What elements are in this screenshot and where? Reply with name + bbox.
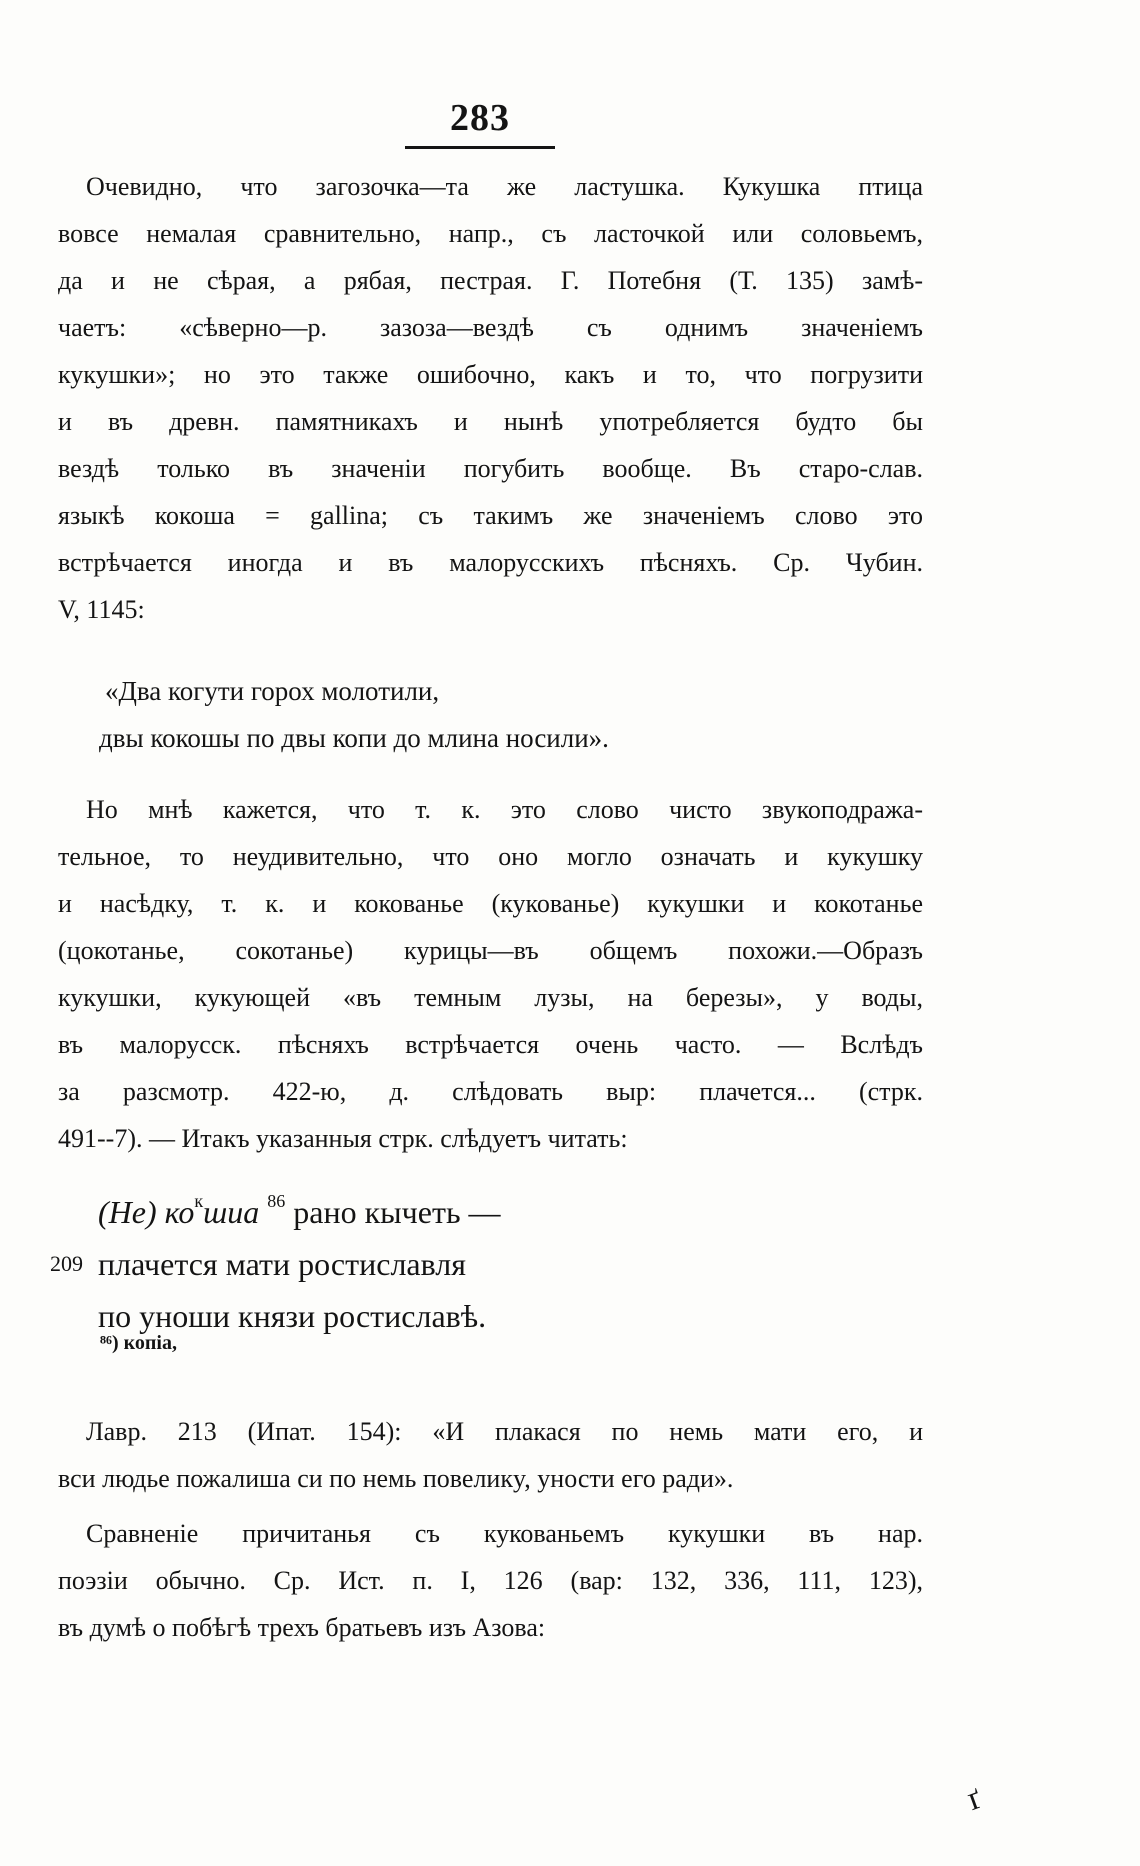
text-line: вси людье пожалиша си по немь повеликy, уности его ради».: [58, 1464, 734, 1493]
verse-line: [98, 1186, 798, 1238]
superscript-letter: к: [194, 1191, 204, 1211]
text-line: и насѣдку, т. к. и кокованье (кукованье) кукушки и кокотанье: [58, 889, 923, 918]
text-line: кукушки, кукующей «въ темным лузы, на березы», у воды,: [58, 983, 923, 1012]
text-line: чаетъ: «сѣверно—р. зазоза—вездѣ съ однимъ значенiемъ: [58, 313, 923, 342]
verse-word-ending: шиа: [203, 1194, 260, 1230]
text-line: Лавр. 213 (Ипат. 154): «И плакася по немь мати его, и: [86, 1417, 923, 1446]
text-line: да и не сѣрая, а рябая, пестрая. Г. Потебня (Т. 135) замѣ-: [58, 266, 923, 295]
text-line: въ думѣ о побѣгѣ трехъ братьевъ изъ Азова:: [58, 1613, 546, 1642]
text-line: вовсе немалая сравнительно, напр., съ ласточкой или соловьемъ,: [58, 219, 923, 248]
paragraph-3: [58, 1408, 923, 1502]
verse-line: по уноши князи ростиславѣ.: [98, 1298, 487, 1334]
footnote-mark: 86: [267, 1191, 286, 1211]
page-number: 283: [450, 97, 510, 139]
footnote: ⁸⁶) копiа,: [100, 1332, 177, 1354]
text-line: поэзiи обычно. Ср. Ист. п. I, 126 (вар: 132, 336, 111, 123),: [58, 1566, 923, 1595]
text-line: вездѣ только въ значенiи погубить вообще. Въ старо-слав.: [58, 454, 923, 483]
verse-line: двы кокошы по двы копи до млина носили».: [99, 723, 609, 753]
text-line: за разсмотр. 422-ю, д. слѣдовать выр: плачется... (стрк.: [58, 1077, 923, 1106]
text-line: Но мнѣ кажется, что т. к. это слово чисто звукоподража-: [86, 795, 923, 824]
verse-quote-1: [99, 668, 865, 762]
text-line: и въ древн. памятникахъ и нынѣ употребляется будто бы: [58, 407, 923, 436]
text-line: 491--7). — Итакъ указанныя стрк. слѣдуетъ читать:: [58, 1124, 628, 1153]
verse-line: «Два когути горох молотили,: [105, 676, 440, 706]
text-line: тельное, то неудивительно, что оно могло означать и кукушку: [58, 842, 923, 871]
text-line: Сравненiе причитанья съ кукованьемъ кукушки въ нар.: [86, 1519, 923, 1548]
text-line: въ малорусск. пѣсняхъ встрѣчается очень часто. — Вслѣдъ: [58, 1030, 923, 1059]
verse-line-prefix: (Не) ко: [98, 1194, 195, 1230]
paragraph-4: [58, 1510, 923, 1651]
verse-line: плачется мати ростиславля: [98, 1246, 466, 1282]
margin-mark: ґ: [961, 1779, 986, 1818]
text-line: Очевидно, что загозочка—та же ластушка. Кукушка птица: [86, 172, 923, 201]
text-line: языкѣ кокоша = gallina; съ такимъ же значенiемъ слово это: [58, 501, 923, 530]
paragraph-1: [58, 163, 923, 633]
text-line: встрѣчается иногда и въ малорусскихъ пѣсняхъ. Ср. Чубин.: [58, 548, 923, 577]
paragraph-2: [58, 786, 923, 1162]
reconstructed-verse: [98, 1186, 798, 1342]
page-number-underline: [405, 146, 555, 149]
text-line: кукушки»; но это также ошибочно, какъ и то, что погрузити: [58, 360, 923, 389]
text-line: V, 1145:: [58, 595, 145, 624]
verse-line-rest: рано кычеть —: [293, 1194, 501, 1230]
text-line: (цокотанье, сокотанье) курицы—въ общемъ похожи.—Образъ: [58, 936, 923, 965]
verse-line-number: 209: [50, 1251, 83, 1276]
